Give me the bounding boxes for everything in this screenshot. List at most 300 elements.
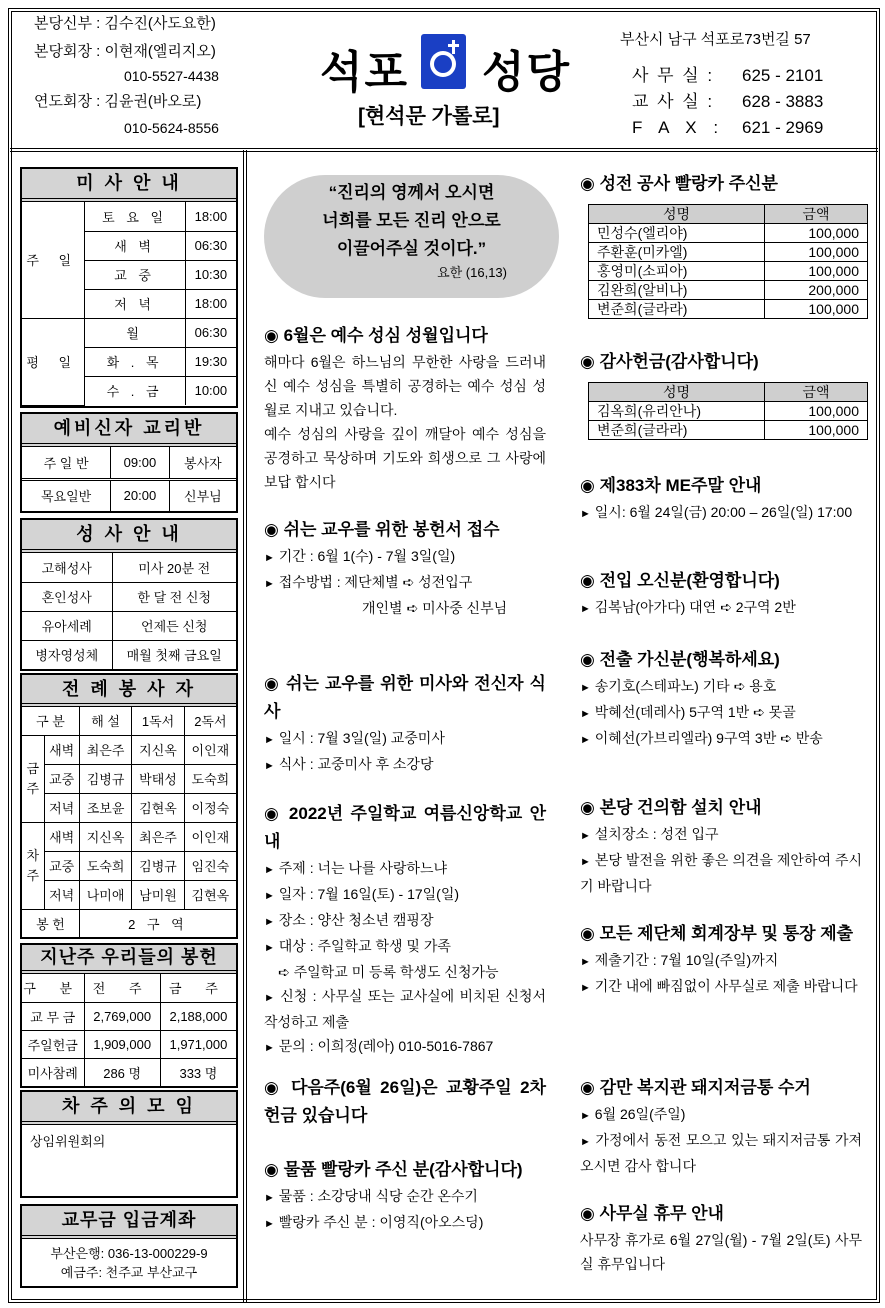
scripture-quote xyxy=(264,175,559,298)
sacrament-row xyxy=(22,553,236,582)
bullet-icon: ► xyxy=(580,734,591,746)
catechism xyxy=(20,412,238,513)
notice-section xyxy=(264,1074,546,1130)
bullet-text: 제출기간 : 7월 10일(주일)까지 xyxy=(594,952,779,968)
liturgy-head: 1독서 xyxy=(132,707,184,735)
offerings-cell: 1,971,000 xyxy=(160,1030,236,1058)
mass-row xyxy=(22,202,236,231)
notice-bullet-continuation: 개인별 ➪ 미사중 신부님 xyxy=(362,600,508,616)
donor-name: 김옥희(유리안나) xyxy=(589,402,765,421)
bullet-icon: ► xyxy=(264,864,275,876)
address: 부산시 남구 석포로73번길 57 xyxy=(620,31,811,48)
offerings-title: 지난주 우리들의 봉헌 xyxy=(22,945,236,974)
heading-mark-icon: ◉ xyxy=(580,1204,595,1223)
notice-title xyxy=(264,1156,546,1184)
notice-section xyxy=(580,472,862,526)
bullet-text: 일시 : 7월 3일(일) 교중미사 xyxy=(278,730,445,746)
account-title: 교무금 입금계좌 xyxy=(22,1206,236,1239)
liturgy-head-row xyxy=(22,707,236,735)
mass-day-group: 주 일 xyxy=(22,202,84,318)
sacrament-name: 고해성사 xyxy=(22,553,112,582)
bullet-icon: ► xyxy=(264,578,275,590)
mass-name: 토 요 일 xyxy=(84,202,185,231)
liturgy-cell: 김현옥 xyxy=(184,880,236,909)
notice-paragraph: 해마다 6월은 하느님의 무한한 사랑을 드러내신 예수 성심을 특별히 공경하는 예수 성심 성월로 지내고 있습니다. xyxy=(264,354,546,418)
notice-title-text: 다음주(6월 26일)은 교황주일 2차 헌금 있습니다 xyxy=(264,1078,546,1125)
bullet-text: 신청 : 사무실 또는 교사실에 비치된 신청서 작성하고 제출 xyxy=(264,988,547,1030)
offerings-head-row xyxy=(22,974,236,1002)
bullet-icon: ► xyxy=(264,760,275,772)
liturgy-cell: 나미애 xyxy=(79,880,131,909)
notice-bullet xyxy=(264,984,546,1034)
mass-name: 화 . 목 xyxy=(84,347,185,376)
liturgy-cell: 이정숙 xyxy=(184,793,236,822)
catechism-title: 예비신자 교리반 xyxy=(22,414,236,447)
liturgy-cell: 남미원 xyxy=(132,880,184,909)
sacrament-info: 언제든 신청 xyxy=(112,611,236,640)
bullet-icon: ► xyxy=(264,734,275,746)
notice-title-text: 사무실 휴무 안내 xyxy=(599,1204,724,1223)
bullet-icon: ► xyxy=(580,982,591,994)
sacrament-row xyxy=(22,611,236,640)
liturgy-row xyxy=(22,880,236,909)
notice-bullet xyxy=(580,726,862,752)
notice-section xyxy=(264,1156,546,1236)
bullet-icon: ► xyxy=(264,890,275,902)
notice-section xyxy=(264,516,546,620)
liturgy-cell: 조보윤 xyxy=(79,793,131,822)
liturgy-cell: 김병규 xyxy=(79,764,131,793)
quote-reference: 요한 (16,13) xyxy=(437,265,507,280)
liturgy-row xyxy=(22,764,236,793)
heading-mark-icon: ◉ xyxy=(264,1160,279,1179)
header-divider xyxy=(10,148,878,152)
sacrament-row xyxy=(22,582,236,611)
heading-mark-icon: ◉ xyxy=(580,571,595,590)
mass-row xyxy=(22,318,236,347)
notice-bullet xyxy=(264,544,546,570)
bullet-icon: ► xyxy=(580,682,591,694)
bullet-icon: ► xyxy=(580,830,591,842)
liturgy-table xyxy=(22,707,236,937)
offerings-cell: 286 명 xyxy=(84,1058,160,1086)
bullet-text: 기간 : 6월 1(수) - 7월 3일(일) xyxy=(278,548,456,564)
bullet-text: 일자 : 7월 16일(토) - 17일(일) xyxy=(278,886,460,902)
offerings-head: 구 분 xyxy=(22,974,84,1002)
notice-title-text: 6월은 예수 성심 성월입니다 xyxy=(283,326,488,345)
bullet-text: 김복남(아가다) 대연 ➪ 2구역 2반 xyxy=(594,599,796,615)
bullet-icon: ► xyxy=(264,1192,275,1204)
bullet-text: 식사 : 교중미사 후 소강당 xyxy=(278,756,434,772)
liturgy-head: 2독서 xyxy=(184,707,236,735)
fax-number: 621 - 2969 xyxy=(742,118,824,137)
bullet-icon: ► xyxy=(264,942,275,954)
notice-bullet xyxy=(580,822,862,848)
notice-bullet xyxy=(264,934,546,960)
offerings-cell: 333 명 xyxy=(160,1058,236,1086)
offerings-row xyxy=(22,1058,236,1086)
donor-row xyxy=(589,402,868,421)
donor-title-text: 감사헌금(감사합니다) xyxy=(599,352,759,371)
catechism-cell: 신부님 xyxy=(169,479,236,511)
church-name-right: 성당 xyxy=(482,48,572,97)
donor-head: 금액 xyxy=(765,383,868,402)
office-phone: 625 - 2101 xyxy=(742,66,824,85)
mass-time: 18:00 xyxy=(185,289,236,318)
bullet-text: 박혜선(데레사) 5구역 1반 ➪ 못골 xyxy=(594,704,796,720)
bullet-text: 대상 : 주일학교 학생 및 가족 xyxy=(278,938,451,954)
donor-title xyxy=(580,348,870,376)
liturgy-cell: 교중 xyxy=(44,764,79,793)
offerings-cell: 미사참례 xyxy=(22,1058,84,1086)
notice-title-text: 2022년 주일학교 여름신앙학교 안내 xyxy=(264,804,546,851)
donor-amount: 100,000 xyxy=(765,402,868,421)
donor-row xyxy=(589,262,868,281)
fax-label: F A X : xyxy=(632,118,725,137)
liturgy-cell: 새벽 xyxy=(44,822,79,851)
heading-mark-icon: ◉ xyxy=(580,174,595,193)
liturgy-row xyxy=(22,822,236,851)
heading-mark-icon: ◉ xyxy=(580,1078,595,1097)
notice-section xyxy=(264,670,546,778)
teacher-room-phone: 628 - 3883 xyxy=(742,92,824,111)
sacrament-name: 병자영성체 xyxy=(22,640,112,669)
notice-title xyxy=(264,670,546,726)
notice-bullet xyxy=(264,726,546,752)
donor-name: 민성수(엘리야) xyxy=(589,224,765,243)
notice-section xyxy=(580,1074,862,1178)
notice-bullet xyxy=(264,570,546,596)
mass-name: 수 . 금 xyxy=(84,376,185,405)
notice-title xyxy=(264,1074,546,1130)
bullet-icon: ► xyxy=(580,956,591,968)
liturgy-cell: 김병규 xyxy=(132,851,184,880)
offerings-cell: 2,769,000 xyxy=(84,1002,160,1030)
bullet-text: 본당 발전을 위한 좋은 의견을 제안하여 주시기 바랍니다 xyxy=(580,852,862,894)
notice-bullet xyxy=(580,500,862,526)
offerings-row xyxy=(22,1002,236,1030)
catechism-row xyxy=(22,479,236,511)
liturgy-cell: 저녁 xyxy=(44,793,79,822)
bullet-text: 빨랑카 주신 분 : 이영직(아오스딩) xyxy=(278,1214,484,1230)
bullet-text: 주제 : 너는 나를 사랑하느냐 xyxy=(278,860,447,876)
bullet-icon: ► xyxy=(264,916,275,928)
donor-head: 금액 xyxy=(765,205,868,224)
mass-day-group: 평 일 xyxy=(22,318,84,405)
donor-amount: 100,000 xyxy=(765,262,868,281)
bullet-text: 송기호(스테파노) 기타 ➪ 용호 xyxy=(594,678,777,694)
liturgy-week: 차주 xyxy=(22,822,44,909)
notice-title-text: 전출 가신분(행복하세요) xyxy=(599,650,780,669)
bullet-text: 문의 : 이희정(레아) 010-5016-7867 xyxy=(278,1038,494,1054)
donor-name: 변준희(글라라) xyxy=(589,421,765,440)
mass-time: 19:30 xyxy=(185,347,236,376)
bullet-icon: ► xyxy=(264,552,275,564)
liturgy-cell: 김현옥 xyxy=(132,793,184,822)
bullet-icon: ► xyxy=(580,1110,591,1122)
notice-paragraph: 예수 성심의 사랑을 깊이 깨달아 예수 성심을 공경하고 묵상하며 기도와 희생으로 그 사랑에 보답 합시다 xyxy=(264,426,546,490)
liturgy-row xyxy=(22,735,236,764)
bullet-icon: ► xyxy=(580,508,591,520)
bullet-text: 기간 내에 빠짐없이 사무실로 제출 바랍니다 xyxy=(594,978,858,994)
donor-row xyxy=(589,281,868,300)
donor-section xyxy=(580,348,870,440)
bullet-icon: ► xyxy=(580,708,591,720)
column-divider xyxy=(243,150,247,1302)
donor-amount: 100,000 xyxy=(765,243,868,262)
liturgy-title: 전 례 봉 사 자 xyxy=(22,675,236,707)
notice-bullet xyxy=(580,974,862,1000)
notice-bullet xyxy=(580,848,862,898)
mass-title: 미 사 안 내 xyxy=(22,169,236,202)
notice-bullet xyxy=(580,595,862,621)
account-holder: 예금주: 천주교 부산교구 xyxy=(60,1265,198,1280)
liturgy-cell: 새벽 xyxy=(44,735,79,764)
notice-bullet xyxy=(264,752,546,778)
next-week-meetings xyxy=(20,1090,238,1198)
meeting-title: 차 주 의 모 임 xyxy=(22,1092,236,1125)
notice-title xyxy=(580,920,862,948)
liturgy-cell: 교중 xyxy=(44,851,79,880)
notice-section xyxy=(580,920,862,1000)
mass-name: 월 xyxy=(84,318,185,347)
church-logo-icon xyxy=(421,34,466,89)
heading-mark-icon: ◉ xyxy=(580,798,595,817)
catechism-cell: 봉사자 xyxy=(169,447,236,479)
notice-title xyxy=(580,794,862,822)
liturgy-row xyxy=(22,851,236,880)
donor-table xyxy=(588,204,868,319)
notice-title xyxy=(580,567,862,595)
bullet-icon: ► xyxy=(580,603,591,615)
notice-title-text: 쉬는 교우를 위한 미사와 전신자 식사 xyxy=(264,674,546,721)
heading-mark-icon: ◉ xyxy=(264,326,279,345)
heading-mark-icon: ◉ xyxy=(580,352,595,371)
offerings-head: 전 주 xyxy=(84,974,160,1002)
liturgy-head: 해 설 xyxy=(79,707,131,735)
donor-row xyxy=(589,224,868,243)
bullet-icon: ► xyxy=(580,1136,591,1148)
catechism-table xyxy=(22,447,236,511)
notice-bullet xyxy=(264,908,546,934)
donor-amount: 100,000 xyxy=(765,421,868,440)
notice-section xyxy=(264,322,546,494)
mass-name: 교 중 xyxy=(84,260,185,289)
notice-title xyxy=(580,472,862,500)
liturgy-cell: 최은주 xyxy=(79,735,131,764)
funeral-president: 연도회장 : 김윤권(바오로) xyxy=(34,93,202,110)
liturgy-cell: 최은주 xyxy=(132,822,184,851)
liturgy-cell: 박태성 xyxy=(132,764,184,793)
notice-section xyxy=(580,1200,862,1276)
offerings-row xyxy=(22,1030,236,1058)
liturgy-head: 구 분 xyxy=(22,707,79,735)
notice-bullet xyxy=(580,700,862,726)
mass-table xyxy=(22,202,236,406)
sacraments-title: 성 사 안 내 xyxy=(22,520,236,553)
donor-name: 변준희(글라라) xyxy=(589,300,765,319)
offerings-cell: 1,909,000 xyxy=(84,1030,160,1058)
heading-mark-icon: ◉ xyxy=(264,520,279,539)
liturgy-cell: 도숙희 xyxy=(79,851,131,880)
liturgy-cell: 임진숙 xyxy=(184,851,236,880)
bullet-text: 6월 26일(주일) xyxy=(594,1106,686,1122)
notice-bullet xyxy=(580,1102,862,1128)
notice-title-text: 전입 오신분(환영합니다) xyxy=(599,571,780,590)
mass-time: 18:00 xyxy=(185,202,236,231)
heading-mark-icon: ◉ xyxy=(580,476,595,495)
catechism-cell: 주 일 반 xyxy=(22,447,111,479)
notice-paragraph: 사무장 휴가로 6월 27일(월) - 7월 2일(토) 사무실 휴무입니다 xyxy=(580,1232,862,1272)
mass-name: 새 벽 xyxy=(84,231,185,260)
pastor: 본당신부 : 김수진(사도요한) xyxy=(34,15,216,32)
bullet-icon: ► xyxy=(264,1042,275,1054)
notice-title xyxy=(580,1200,862,1228)
last-week-offerings xyxy=(20,943,238,1088)
bullet-icon: ► xyxy=(264,1218,275,1230)
bullet-text: 가정에서 동전 모으고 있는 돼지저금통 가져오시면 감사 합니다 xyxy=(580,1132,863,1174)
notice-bullet xyxy=(264,1184,546,1210)
offerings-cell: 주일헌금 xyxy=(22,1030,84,1058)
notice-bullet xyxy=(580,948,862,974)
parish-president: 본당회장 : 이현재(엘리지오) xyxy=(34,43,216,60)
notice-sub-item: ➪ 주일학교 미 등록 학생도 신청가능 xyxy=(278,964,499,980)
notice-title-text: 본당 건의함 설치 안내 xyxy=(599,798,762,817)
liturgy-week: 금주 xyxy=(22,735,44,822)
notice-title-text: 쉬는 교우를 위한 봉헌서 접수 xyxy=(283,520,500,539)
quote-line: “진리의 영께서 오시면 xyxy=(328,183,495,202)
donor-title xyxy=(580,170,870,198)
offerings-head: 금 주 xyxy=(160,974,236,1002)
teacher-room-label: 교 사 실 : xyxy=(632,92,715,111)
liturgy-cell: 지신옥 xyxy=(132,735,184,764)
patron-saint: [현석문 가롤로] xyxy=(358,105,500,128)
notice-title xyxy=(264,516,546,544)
notice-section xyxy=(580,567,862,621)
bullet-icon: ► xyxy=(580,856,591,868)
donor-row xyxy=(589,300,868,319)
notice-title xyxy=(264,800,546,856)
sacrament-info: 매월 첫째 금요일 xyxy=(112,640,236,669)
liturgy-row xyxy=(22,793,236,822)
liturgy-cell: 저녁 xyxy=(44,880,79,909)
notice-bullet xyxy=(264,856,546,882)
account-bank: 부산은행: 036-13-000229-9 xyxy=(50,1246,208,1261)
notice-title-text: 모든 제단체 회계장부 및 통장 제출 xyxy=(599,924,854,943)
parish-president-phone: 010-5527-4438 xyxy=(124,68,219,84)
mass-name: 저 녁 xyxy=(84,289,185,318)
notice-title-text: 제383차 ME주말 안내 xyxy=(599,476,762,495)
bullet-text: 이혜선(가브리엘라) 9구역 3반 ➪ 반송 xyxy=(594,730,823,746)
donor-row xyxy=(589,421,868,440)
sacrament-row xyxy=(22,640,236,669)
liturgy-cell: 이인재 xyxy=(184,735,236,764)
liturgy-cell: 지신옥 xyxy=(79,822,131,851)
quote-line: 너희를 모든 진리 안으로 xyxy=(322,211,501,230)
heading-mark-icon: ◉ xyxy=(264,804,282,823)
liturgy-offering-row xyxy=(22,909,236,937)
sacrament-name: 유아세례 xyxy=(22,611,112,640)
donor-head-row xyxy=(589,383,868,402)
notice-bullet xyxy=(264,1034,546,1060)
donor-head-row xyxy=(589,205,868,224)
donor-name: 김완희(알비나) xyxy=(589,281,765,300)
mass-time: 10:00 xyxy=(185,376,236,405)
heading-mark-icon: ◉ xyxy=(580,650,595,669)
notice-bullet xyxy=(264,1210,546,1236)
offerings-table xyxy=(22,974,236,1086)
office-label: 사 무 실 : xyxy=(632,66,715,85)
sacrament-name: 혼인성사 xyxy=(22,582,112,611)
offerings-cell: 2,188,000 xyxy=(160,1002,236,1030)
funeral-president-phone: 010-5624-8556 xyxy=(124,120,219,136)
bullet-text: 장소 : 양산 청소년 캠핑장 xyxy=(278,912,434,928)
notice-title-text: 물품 빨랑카 주신 분(감사합니다) xyxy=(283,1160,523,1179)
bullet-text: 접수방법 : 제단체별 ➪ 성전입구 xyxy=(278,574,473,590)
bullet-icon: ► xyxy=(264,992,275,1004)
donor-amount: 100,000 xyxy=(765,300,868,319)
church-name-left: 석포 xyxy=(320,48,410,97)
notice-title-text: 감만 복지관 돼지저금통 수거 xyxy=(599,1078,811,1097)
donor-table xyxy=(588,382,868,440)
catechism-cell: 09:00 xyxy=(111,447,170,479)
notice-section xyxy=(264,800,546,1060)
donor-amount: 200,000 xyxy=(765,281,868,300)
meeting-text: 상임위원회의 xyxy=(30,1134,106,1149)
offering-group: 2 구 역 xyxy=(79,909,236,937)
account-info xyxy=(20,1204,238,1288)
notice-title xyxy=(580,646,862,674)
notice-bullet xyxy=(580,674,862,700)
notice-title xyxy=(580,1074,862,1102)
donor-amount: 100,000 xyxy=(765,224,868,243)
donor-head: 성명 xyxy=(589,205,765,224)
notice-bullet xyxy=(580,1128,862,1178)
heading-mark-icon: ◉ xyxy=(264,674,281,693)
notice-section xyxy=(580,646,862,752)
donor-head: 성명 xyxy=(589,383,765,402)
mass-schedule xyxy=(20,167,238,408)
donor-title-text: 성전 공사 빨랑카 주신분 xyxy=(599,174,778,193)
catechism-cell: 20:00 xyxy=(111,479,170,511)
bullet-text: 설치장소 : 성전 입구 xyxy=(594,826,719,842)
sacraments-table xyxy=(22,553,236,669)
offerings-cell: 교 무 금 xyxy=(22,1002,84,1030)
notice-title xyxy=(264,322,546,350)
liturgy-cell: 이인재 xyxy=(184,822,236,851)
heading-mark-icon: ◉ xyxy=(580,924,595,943)
notice-section xyxy=(580,794,862,898)
mass-time: 10:30 xyxy=(185,260,236,289)
sacrament-info: 한 달 전 신청 xyxy=(112,582,236,611)
liturgy-servers xyxy=(20,673,238,939)
donor-section xyxy=(580,170,870,319)
catechism-cell: 목요일반 xyxy=(22,479,111,511)
bullet-text: 일시: 6월 24일(금) 20:00 – 26일(일) 17:00 xyxy=(594,504,853,520)
quote-line: 이끌어주실 것이다.” xyxy=(336,239,487,258)
heading-mark-icon: ◉ xyxy=(264,1078,283,1097)
donor-name: 주환훈(미카엘) xyxy=(589,243,765,262)
liturgy-cell: 도숙희 xyxy=(184,764,236,793)
donor-name: 홍영미(소피아) xyxy=(589,262,765,281)
bullet-text: 물품 : 소강당내 식당 순간 온수기 xyxy=(278,1188,478,1204)
catechism-row xyxy=(22,447,236,479)
sacrament-info: 미사 20분 전 xyxy=(112,553,236,582)
offering-label: 봉 헌 xyxy=(22,909,79,937)
mass-time: 06:30 xyxy=(185,231,236,260)
sacraments xyxy=(20,518,238,671)
mass-time: 06:30 xyxy=(185,318,236,347)
